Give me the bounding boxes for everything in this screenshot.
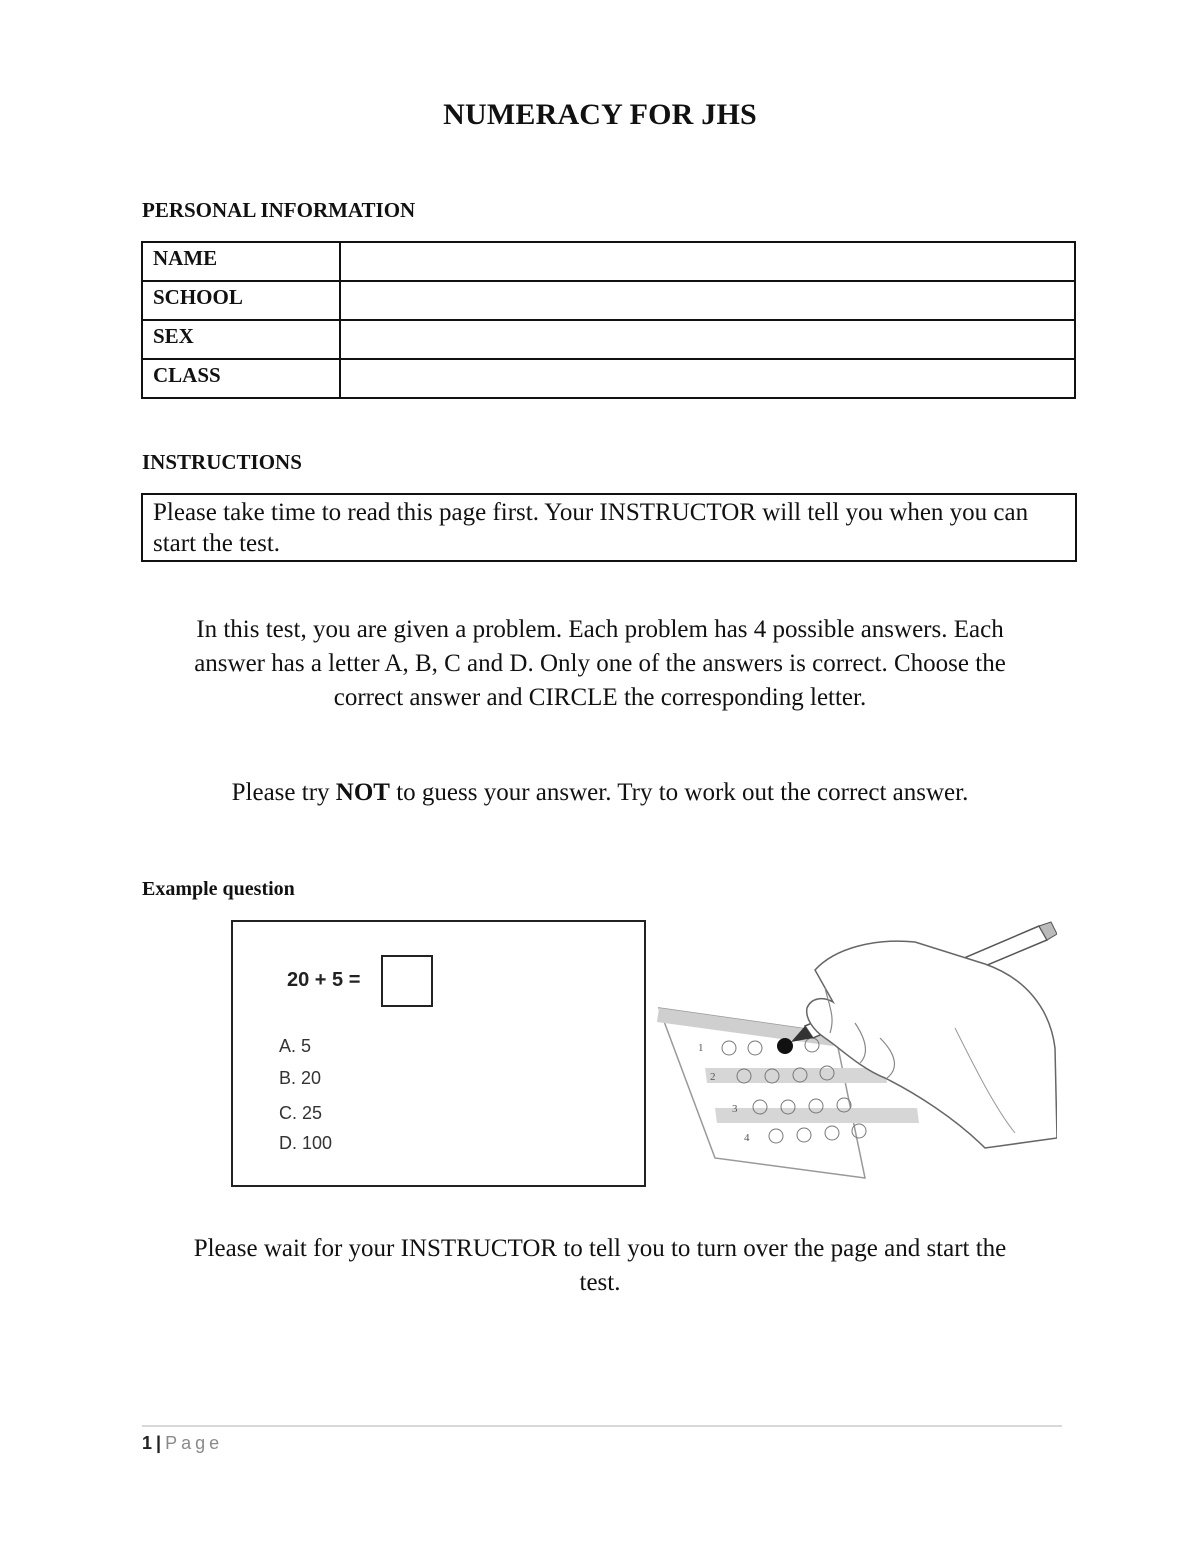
description-line: answer has a letter A, B, C and D. Only one of the answers is correct. Choose the (194, 650, 1006, 677)
field-label-sex: SEX (142, 320, 340, 359)
option-d: D. 100 (279, 1133, 333, 1153)
table-row (142, 359, 1075, 398)
row-number: 4 (744, 1132, 750, 1144)
guess-warning-after: to guess your answer. Try to work out the correct answer. (389, 779, 969, 806)
row-number: 2 (710, 1071, 716, 1083)
sex-field[interactable] (340, 320, 1075, 359)
test-description (0, 613, 1200, 715)
option-a: A. 5 (279, 1036, 312, 1056)
footer-separator: | (156, 1433, 162, 1453)
personal-information-heading: PERSONAL INFORMATION (142, 198, 416, 222)
table-row (142, 320, 1075, 359)
description-line: correct answer and CIRCLE the corresponding letter. (333, 684, 867, 711)
guess-warning-emphasis: NOT (335, 779, 390, 806)
field-label-school: SCHOOL (142, 281, 340, 320)
example-question-box (231, 920, 646, 1187)
name-field[interactable] (340, 242, 1075, 281)
wait-notice (0, 1232, 1200, 1300)
page-footer (142, 1433, 223, 1454)
row-shade (715, 1108, 919, 1123)
footer-divider (142, 1425, 1062, 1427)
page-word: Page (165, 1433, 224, 1453)
field-label-name: NAME (142, 242, 340, 281)
example-equation: 20 + 5 = (287, 969, 361, 991)
instructions-heading: INSTRUCTIONS (142, 450, 302, 474)
filled-bubble (777, 1038, 793, 1054)
option-b: B. 20 (279, 1068, 322, 1088)
answer-sheet-illustration (655, 918, 1057, 1183)
page-number: 1 (142, 1433, 153, 1453)
answer-box (381, 955, 433, 1007)
class-field[interactable] (340, 359, 1075, 398)
table-row (142, 242, 1075, 281)
school-field[interactable] (340, 281, 1075, 320)
personal-information-table (141, 241, 1076, 399)
instructions-box: Please take time to read this page first. Your INSTRUCTOR will tell you when you can start the test. (141, 493, 1077, 562)
option-c: C. 25 (279, 1103, 323, 1123)
page-title: NUMERACY FOR JHS (443, 98, 757, 131)
wait-notice-line: test. (579, 1269, 621, 1296)
row-number: 3 (732, 1103, 738, 1115)
description-line: In this test, you are given a problem. Each problem has 4 possible answers. Each (196, 616, 1004, 643)
row-number: 1 (698, 1042, 704, 1054)
guess-warning-before: Please try (231, 779, 336, 806)
wait-notice-line: Please wait for your INSTRUCTOR to tell you to turn over the page and start the (193, 1235, 1007, 1262)
guess-warning (0, 776, 1200, 810)
table-row (142, 281, 1075, 320)
example-question-label: Example question (142, 878, 295, 900)
field-label-class: CLASS (142, 359, 340, 398)
